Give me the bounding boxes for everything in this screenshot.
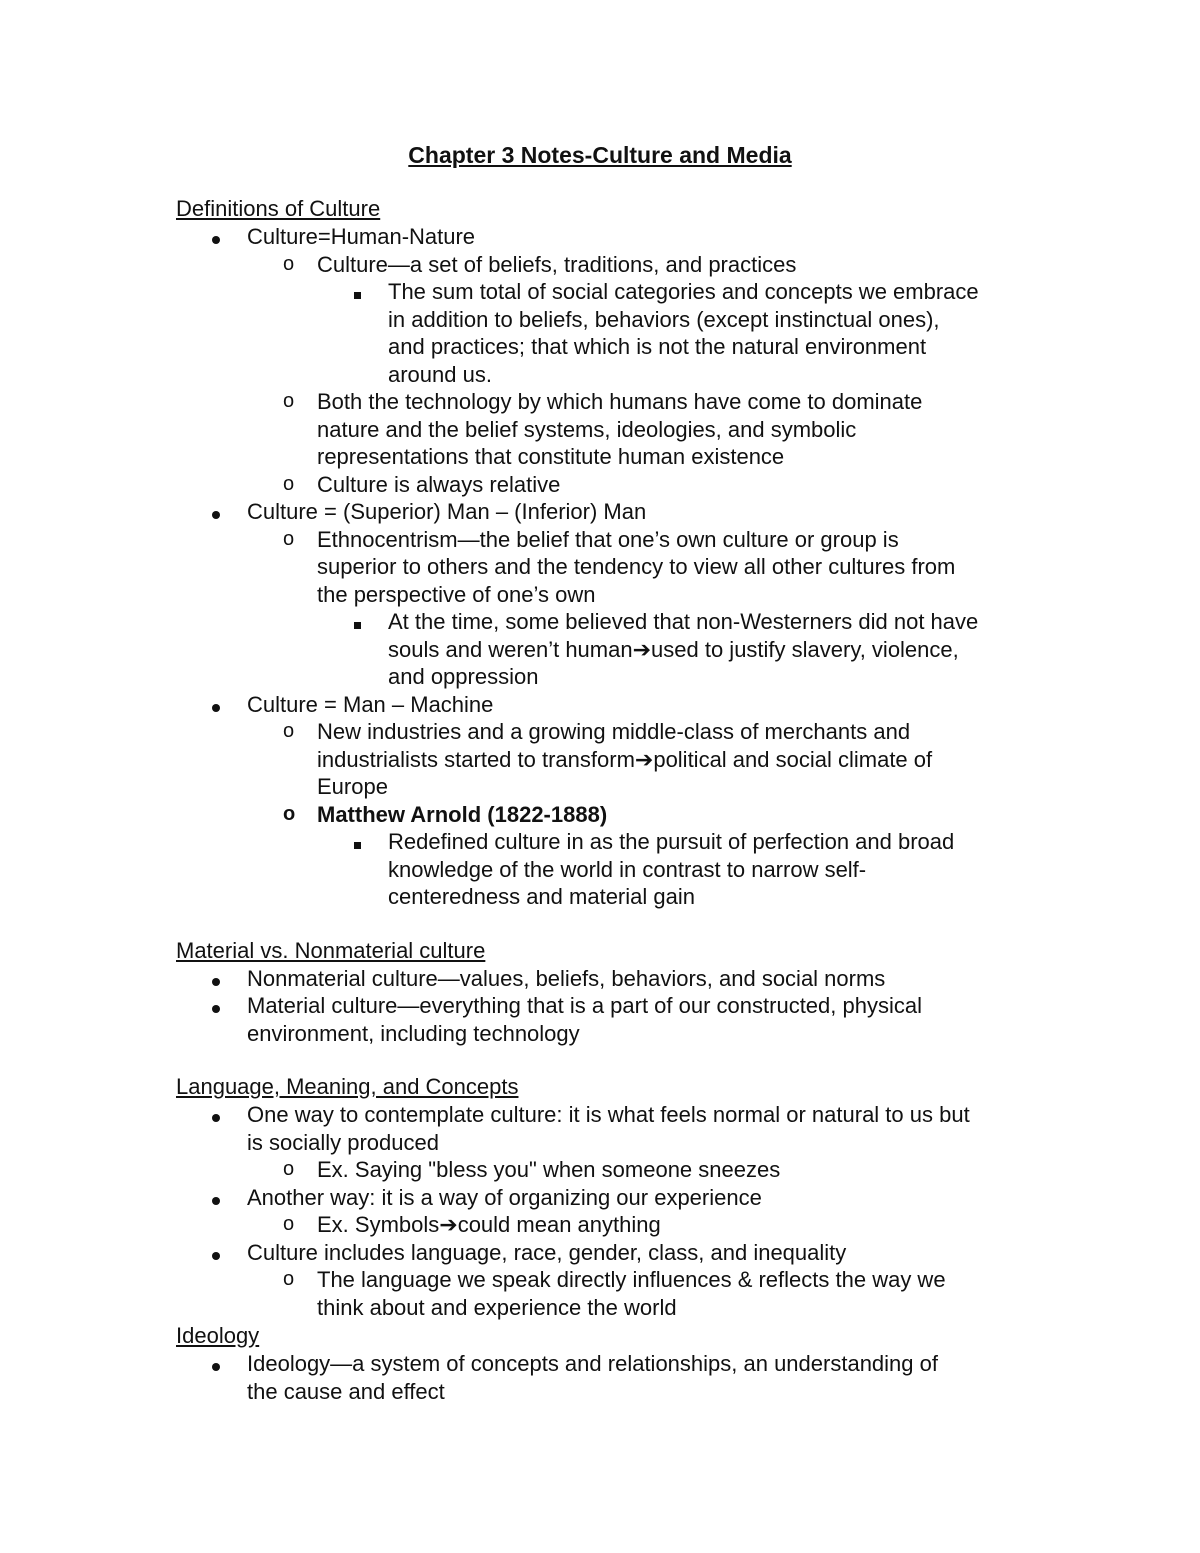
bullet-circle-icon: o	[283, 1158, 295, 1180]
list-item: Nonmaterial culture—values, beliefs, behaviors, and social norms	[176, 965, 1036, 993]
list-item-continuation: and practices; that which is not the natural environment	[388, 334, 927, 359]
list-item: o New industries and a growing middle-class of merchants and	[283, 719, 911, 744]
list-item-continuation: Europe	[317, 774, 388, 799]
bullet-disc-icon	[212, 223, 220, 251]
list-item-continuation: environment, including technology	[247, 1020, 580, 1046]
list-item: The sum total of social categories and concepts we embrace	[176, 278, 1036, 306]
list-item-continuation: around us.	[388, 361, 492, 387]
list-item: o The language we speak directly influences & reflects the way we	[283, 1267, 946, 1292]
list-item: o Ex. Saying "bless you" when someone sneezes	[283, 1157, 781, 1182]
list-item-continuation: the perspective of one’s own	[317, 581, 596, 607]
bullet-square-icon	[354, 608, 361, 636]
section-heading-ideology: Ideology	[176, 1323, 260, 1348]
list-item: Ideology—a system of concepts and relationships, an understanding of	[176, 1350, 1036, 1378]
bullet-circle-icon: o	[283, 1213, 295, 1235]
list-item: Redefined culture in as the pursuit of perfection and broad	[176, 828, 1036, 856]
list-item: o Culture is always relative	[283, 471, 561, 497]
bullet-disc-icon	[212, 1184, 220, 1212]
bullet-circle-icon: o	[283, 472, 295, 495]
list-item-bold: o Matthew Arnold (1822-1888)	[283, 801, 608, 827]
list-item-continuation: the cause and effect	[247, 1378, 445, 1404]
list-item: One way to contemplate culture: it is what feels normal or natural to us but	[176, 1101, 1036, 1129]
notes-body	[176, 194, 1036, 1405]
bullet-disc-icon	[212, 992, 220, 1020]
bullet-circle-icon: o	[283, 527, 295, 550]
section-heading-material: Material vs. Nonmaterial culture	[176, 937, 486, 963]
bullet-circle-icon: o	[283, 720, 295, 742]
bullet-disc-icon	[212, 1239, 220, 1267]
list-item: Culture = (Superior) Man – (Inferior) Man	[176, 498, 1036, 526]
list-item-continuation: souls and weren’t human➔used to justify slavery, violence,	[388, 636, 959, 662]
list-item-continuation: industrialists started to transform➔political and social climate of	[317, 746, 933, 772]
list-item-continuation: in addition to beliefs, behaviors (except instinctual ones),	[388, 306, 940, 332]
list-item: o Ethnocentrism—the belief that one’s own culture or group is	[283, 526, 899, 552]
list-item-continuation: representations that constitute human existence	[317, 444, 785, 469]
list-item-continuation: is socially produced	[247, 1129, 439, 1155]
section-heading-definitions: Definitions of Culture	[176, 196, 381, 221]
bullet-disc-icon	[212, 1350, 220, 1378]
list-item-continuation: nature and the belief systems, ideologies, and symbolic	[317, 416, 857, 442]
list-item: Culture includes language, race, gender, class, and inequality	[176, 1239, 1036, 1267]
list-item-continuation: and oppression	[388, 664, 539, 689]
list-item: o Culture—a set of beliefs, traditions, and practices	[283, 251, 797, 277]
page-title: Chapter 3 Notes-Culture and Media	[408, 142, 792, 168]
bullet-circle-icon: o	[283, 802, 296, 825]
list-item: Another way: it is a way of organizing our experience	[176, 1184, 1036, 1212]
list-item-continuation: centeredness and material gain	[388, 884, 695, 909]
bullet-circle-icon: o	[283, 252, 295, 275]
list-item-continuation: think about and experience the world	[317, 1294, 677, 1320]
bullet-disc-icon	[212, 965, 220, 993]
list-item: Material culture—everything that is a part of our constructed, physical	[176, 992, 1036, 1020]
section-heading-language: Language, Meaning, and Concepts	[176, 1074, 519, 1099]
list-item: Culture=Human-Nature	[176, 223, 1036, 251]
list-item: Culture = Man – Machine	[176, 691, 1036, 719]
list-item-continuation: superior to others and the tendency to view all other cultures from	[317, 554, 956, 579]
bullet-disc-icon	[212, 691, 220, 719]
bullet-circle-icon: o	[283, 1268, 295, 1290]
list-item: o Ex. Symbols➔could mean anything	[283, 1212, 661, 1237]
bullet-disc-icon	[212, 498, 220, 526]
list-item: o Both the technology by which humans have come to dominate	[283, 389, 923, 414]
list-item: At the time, some believed that non-Westerners did not have	[176, 608, 1036, 636]
bullet-square-icon	[354, 278, 361, 306]
list-item-continuation: knowledge of the world in contrast to narrow self-	[388, 856, 867, 882]
bullet-circle-icon: o	[283, 390, 295, 412]
bullet-disc-icon	[212, 1101, 220, 1129]
bullet-square-icon	[354, 828, 361, 856]
